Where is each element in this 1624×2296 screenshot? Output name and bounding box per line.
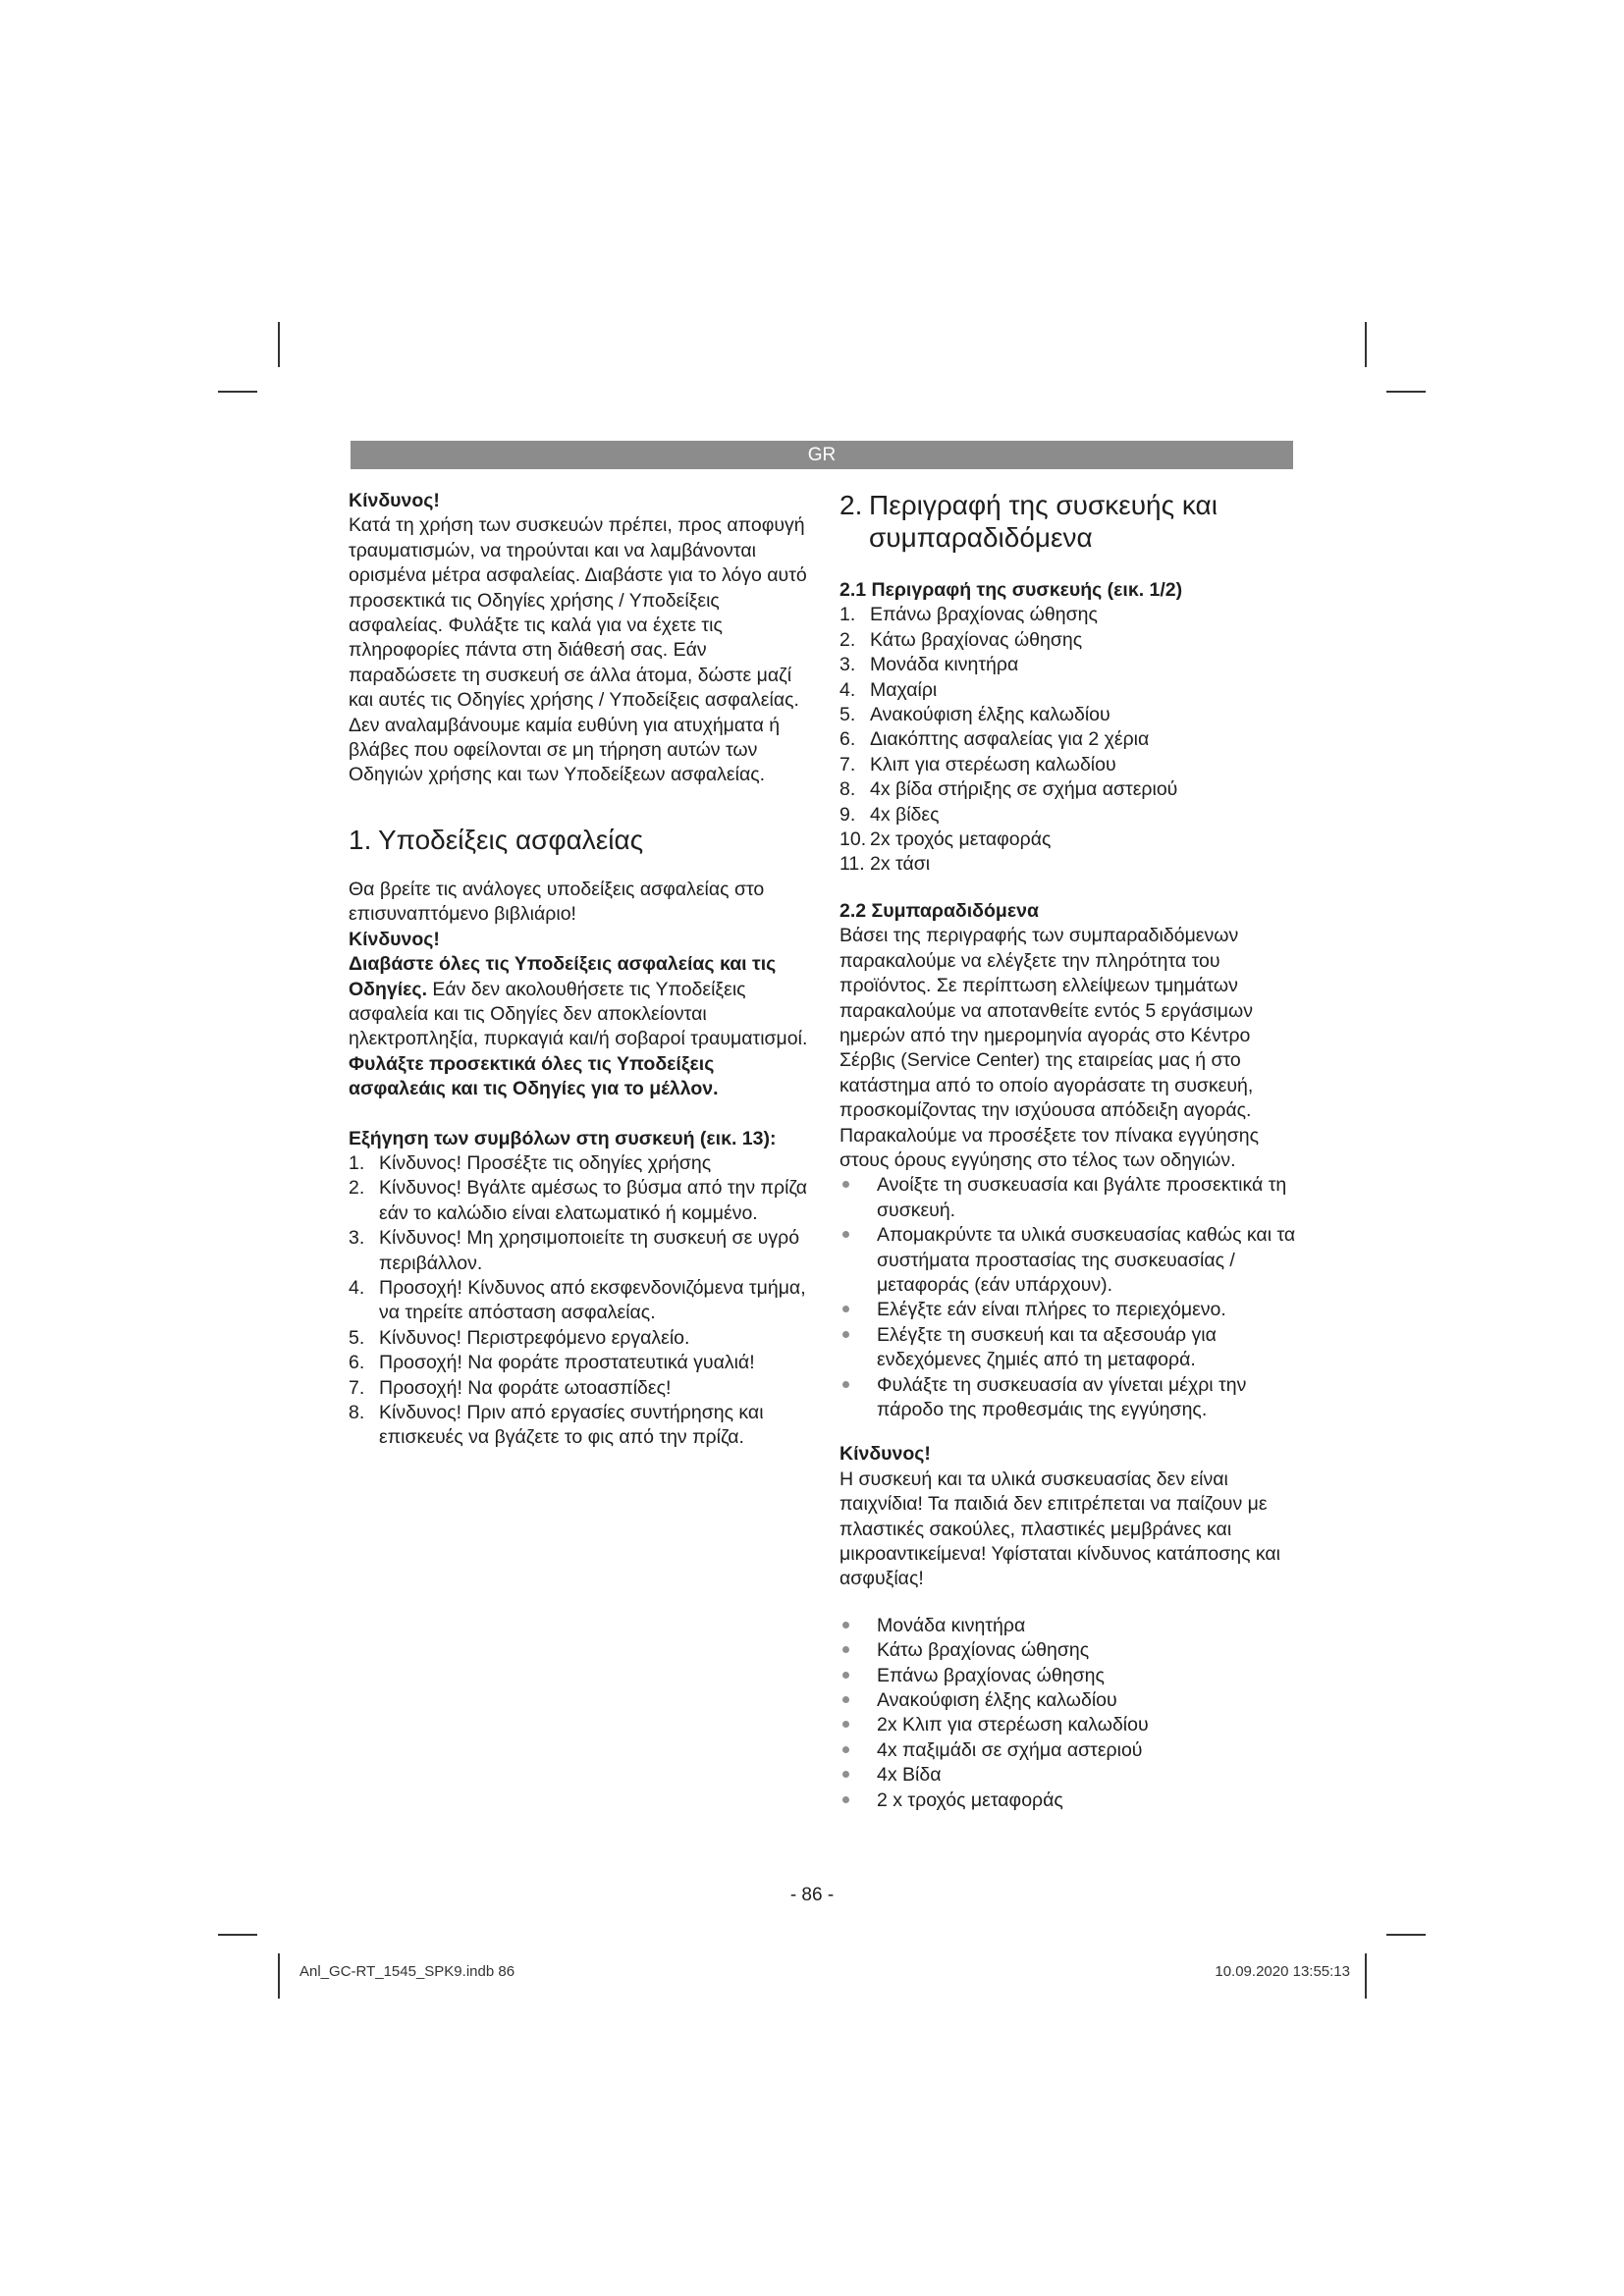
list-item [349, 1226, 810, 1276]
subsection-2-2-heading: 2.2 Συμπαραδιδόμενα [839, 899, 1039, 922]
list-text: Κλιπ για στερέωση καλωδίου [870, 753, 1116, 775]
footer-file: Anl_GC-RT_1545_SPK9.indb 86 [299, 1963, 515, 1980]
crop-mark [278, 1953, 280, 1999]
list-item [839, 753, 1301, 777]
bullet-item [839, 1323, 1301, 1373]
right-column [839, 489, 1301, 1813]
safety-bold-1: Διαβάστε όλες τις Υποδείξεις ασφαλείας και τις Οδηγίες. [349, 953, 777, 1000]
bullet-icon [842, 1306, 849, 1312]
list-number: 8. [839, 778, 856, 801]
list-number: 7. [349, 1376, 365, 1399]
bullet-text: Ελέγξτε εάν είναι πλήρες το περιεχόμενο. [877, 1299, 1226, 1321]
list-item [349, 1376, 810, 1401]
bullet-item [839, 1298, 1301, 1322]
list-item [839, 653, 1301, 677]
bullet-item [839, 1688, 1301, 1713]
page-number: - 86 - [789, 1885, 835, 1905]
bullet-text: Απομακρύντε τα υλικά συσκευασίας καθώς και τα συστήματα προστασίας της συσκευασίας / μεταφοράς (εάν υπάρχουν). [877, 1224, 1296, 1296]
crop-mark [218, 1934, 257, 1936]
list-number: 3. [839, 654, 856, 676]
subsection-2-1-heading: 2.1 Περιγραφή της συσκευής (εικ. 1/2) [839, 579, 1183, 601]
list-number: 11. [839, 853, 865, 876]
list-text: Προσοχή! Να φοράτε ωτοασπίδες! [379, 1376, 672, 1399]
symbols-heading: Εξήγηση των συμβόλων στη συσκευή (εικ. 13): [349, 1127, 777, 1149]
footer-datetime: 10.09.2020 13:55:13 [1215, 1963, 1350, 1980]
bullet-icon [842, 1746, 849, 1753]
crop-mark [1365, 1953, 1367, 1999]
list-item [349, 1176, 810, 1226]
bullet-icon [842, 1672, 849, 1679]
list-number: 1. [349, 1151, 365, 1174]
bullet-text: Μονάδα κινητήρα [877, 1614, 1026, 1636]
bullet-icon [842, 1771, 849, 1778]
bullet-text: 4x παξιμάδι σε σχήμα αστεριού [877, 1738, 1143, 1761]
list-item [839, 628, 1301, 653]
bullet-text: Ελέγξτε τη συσκευή και τα αξεσουάρ για ενδεχόμενες ζημιές από τη μεταφορά. [877, 1323, 1217, 1371]
bullet-text: Ανακούφιση έλξης καλωδίου [877, 1689, 1117, 1712]
safety-intro: Θα βρείτε τις ανάλογες υποδείξεις ασφαλείας στο επισυναπτόμενο βιβλιάριο! [349, 878, 765, 926]
list-item [839, 703, 1301, 727]
bullet-icon [842, 1696, 849, 1703]
list-text: Διακόπτης ασφαλείας για 2 χέρια [870, 728, 1150, 751]
bullet-icon [842, 1796, 849, 1803]
list-item [839, 828, 1301, 852]
bullet-icon [842, 1721, 849, 1728]
list-text: Κίνδυνος! Πριν από εργασίες συντήρησης και επισκευές να βγάζετε το φις από την πρίζα. [379, 1402, 764, 1449]
bullet-icon [842, 1231, 849, 1238]
safety-danger-title: Κίνδυνος! [349, 928, 440, 950]
list-text: Μονάδα κινητήρα [870, 654, 1019, 676]
bullet-text: 2x Κλιπ για στερέωση καλωδίου [877, 1714, 1149, 1736]
section-2-number: 2. [839, 490, 863, 520]
list-text: 2x τροχός μεταφοράς [870, 828, 1052, 851]
list-number: 5. [839, 704, 856, 726]
list-item [349, 1401, 810, 1451]
list-number: 5. [349, 1326, 365, 1349]
bullet-item [839, 1223, 1301, 1298]
list-text: Κίνδυνος! Βγάλτε αμέσως το βύσμα από την πρίζα εάν το καλώδιο είναι ελατωματικό ή κομμένο. [379, 1177, 807, 1224]
crop-mark [1386, 391, 1426, 393]
bullet-text: Ανοίξτε τη συσκευασία και βγάλτε προσεκτικά τη συσκευή. [877, 1174, 1287, 1221]
list-text: 2x τάσι [870, 853, 931, 876]
section-1-heading [349, 824, 810, 856]
list-text: 4x βίδα στήριξης σε σχήμα αστεριού [870, 778, 1178, 801]
unpacking-list [839, 1173, 1301, 1422]
delivery-text: Βάσει της περιγραφής των συμπαραδιδόμενων παρακαλούμε να ελέγξετε την πληρότητα του προϊόντος. Σε περίπτωση ελλείψεων τμημάτων παρακαλούμε να αποτανθείτε εντός 5 εργάσιμων ημερών από την ημερομηνία αγοράς στο Κέντρο Σέρβις (Service Center) της εταιρείας μας ή στο κατάστημα από το οποίο αγοράσατε τη συσκευή, προσκομίζοντας την ισχύουσα απόδειξη αγοράς. Παρακαλούμε να προσέξετε τον πίνακα εγγύησης στους όρους εγγύησης στο τέλος των οδηγιών. [839, 925, 1260, 1171]
list-number: 1. [839, 604, 856, 626]
bullet-text: 2 x τροχός μεταφοράς [877, 1789, 1063, 1811]
section-1-title: Υποδείξεις ασφαλείας [378, 824, 644, 855]
section-1-number: 1. [349, 824, 372, 855]
list-text: Κίνδυνος! Περιστρεφόμενο εργαλείο. [379, 1326, 690, 1349]
bullet-icon [842, 1622, 849, 1629]
bullet-item [839, 1614, 1301, 1638]
bullet-item [839, 1173, 1301, 1223]
bullet-icon [842, 1646, 849, 1653]
list-item [839, 852, 1301, 877]
bullet-text: Επάνω βραχίονας ώθησης [877, 1664, 1105, 1686]
list-text: 4x βίδες [870, 803, 940, 826]
list-item [349, 1351, 810, 1375]
list-number: 7. [839, 753, 856, 775]
bullet-item [839, 1638, 1301, 1663]
crop-mark [1365, 322, 1367, 367]
danger-title: Κίνδυνος! [349, 490, 440, 511]
list-number: 4. [349, 1276, 365, 1299]
list-number: 6. [349, 1352, 365, 1374]
list-text: Προσοχή! Να φοράτε προστατευτικά γυαλιά! [379, 1352, 755, 1374]
symbols-list [349, 1151, 810, 1451]
list-item [839, 727, 1301, 752]
bullet-item [839, 1664, 1301, 1688]
list-item [839, 803, 1301, 828]
bullet-item [839, 1763, 1301, 1788]
contents-list [839, 1614, 1301, 1813]
bullet-text: 4x Βίδα [877, 1764, 942, 1787]
list-text: Μαχαίρι [870, 678, 938, 701]
list-text: Επάνω βραχίονας ώθησης [870, 604, 1098, 626]
section-2-title: Περιγραφή της συσκευής και συμπαραδιδόμενα [869, 490, 1218, 553]
list-number: 4. [839, 678, 856, 701]
language-bar [351, 441, 1293, 469]
bullet-item [839, 1373, 1301, 1423]
bullet-icon [842, 1181, 849, 1188]
danger-text: Κατά τη χρήση των συσκευών πρέπει, προς αποφυγή τραυματισμών, να τηρούνται και να λαμβάνονται ορισμένα μέτρα ασφαλείας. Διαβάστε για το λόγο αυτό προσεκτικά τις Οδηγίες χρήσης / Υποδείξεις ασφαλείας. Φυλάξτε τις καλά για να έχετε τις πληροφορίες πάντα στη διάθεσή σας. Εάν παραδώσετε τη συσκευή σε άλλα άτομα, δώστε μαζί και αυτές τις Οδηγίες χρήσης / Υποδείξεις ασφαλείας. Δεν αναλαμβάνουμε καμία ευθύνη για ατυχήματα ή βλάβες που οφείλονται σε μη τήρηση αυτών των Οδηγιών χρήσης και των Υποδείξεων ασφαλείας. [349, 514, 807, 786]
left-column [349, 489, 810, 1451]
crop-mark [278, 322, 280, 367]
list-item [839, 777, 1301, 802]
list-text: Κίνδυνος! Μη χρησιμοποιείτε τη συσκευή σε υγρό περιβάλλον. [379, 1227, 800, 1274]
list-number: 3. [349, 1227, 365, 1250]
list-item [839, 603, 1301, 627]
list-text: Ανακούφιση έλξης καλωδίου [870, 704, 1110, 726]
list-item [349, 1326, 810, 1351]
bullet-item [839, 1789, 1301, 1813]
danger-2-title: Κίνδυνος! [839, 1443, 931, 1466]
list-number: 9. [839, 803, 856, 826]
list-text: Κάτω βραχίονας ώθησης [870, 628, 1083, 651]
bullet-icon [842, 1381, 849, 1388]
list-number: 2. [349, 1177, 365, 1200]
bullet-item [839, 1713, 1301, 1737]
list-item [349, 1151, 810, 1176]
crop-mark [218, 391, 257, 393]
list-number: 6. [839, 728, 856, 751]
danger-2-text: Η συσκευή και τα υλικά συσκευασίας δεν είναι παιχνίδια! Τα παιδιά δεν επιτρέπεται να παίζουν με πλαστικές σακούλες, πλαστικές μεμβράνες και μικροαντικείμενα! Υφίσταται κίνδυνος κατάποσης και ασφυξίας! [839, 1468, 1281, 1590]
list-number: 2. [839, 628, 856, 651]
list-item [839, 678, 1301, 703]
bullet-text: Κάτω βραχίονας ώθησης [877, 1639, 1090, 1662]
list-number: 8. [349, 1402, 365, 1423]
bullet-text: Φυλάξτε τη συσκευασία αν γίνεται μέχρι την πάροδο της προθεσμάις της εγγύησης. [877, 1373, 1247, 1420]
safety-bold-2: Φυλάξτε προσεκτικά όλες τις Υποδείξεις ασφαλεάις και τις Οδηγίες για το μέλλον. [349, 1052, 719, 1100]
list-number: 10. [839, 828, 867, 851]
list-text: Προσοχή! Κίνδυνος από εκσφενδονιζόμενα τμήμα, να τηρείτε απόσταση ασφαλείας. [379, 1276, 806, 1324]
safety-paragraph [349, 952, 810, 1101]
safety-text: Εάν δεν ακολουθήσετε τις Υποδείξεις ασφαλεία και τις Οδηγίες δεν αποκλείονται ηλεκτροπληξία, πυρκαγιά και/ή σοβαροί τραυματισμοί. [349, 978, 808, 1050]
language-code: GR [807, 445, 837, 465]
bullet-item [839, 1738, 1301, 1763]
list-item [349, 1276, 810, 1326]
crop-mark [1386, 1934, 1426, 1936]
bullet-icon [842, 1331, 849, 1338]
parts-list [839, 603, 1301, 877]
section-2-heading [839, 489, 1301, 554]
list-text: Κίνδυνος! Προσέξτε τις οδηγίες χρήσης [379, 1151, 712, 1174]
